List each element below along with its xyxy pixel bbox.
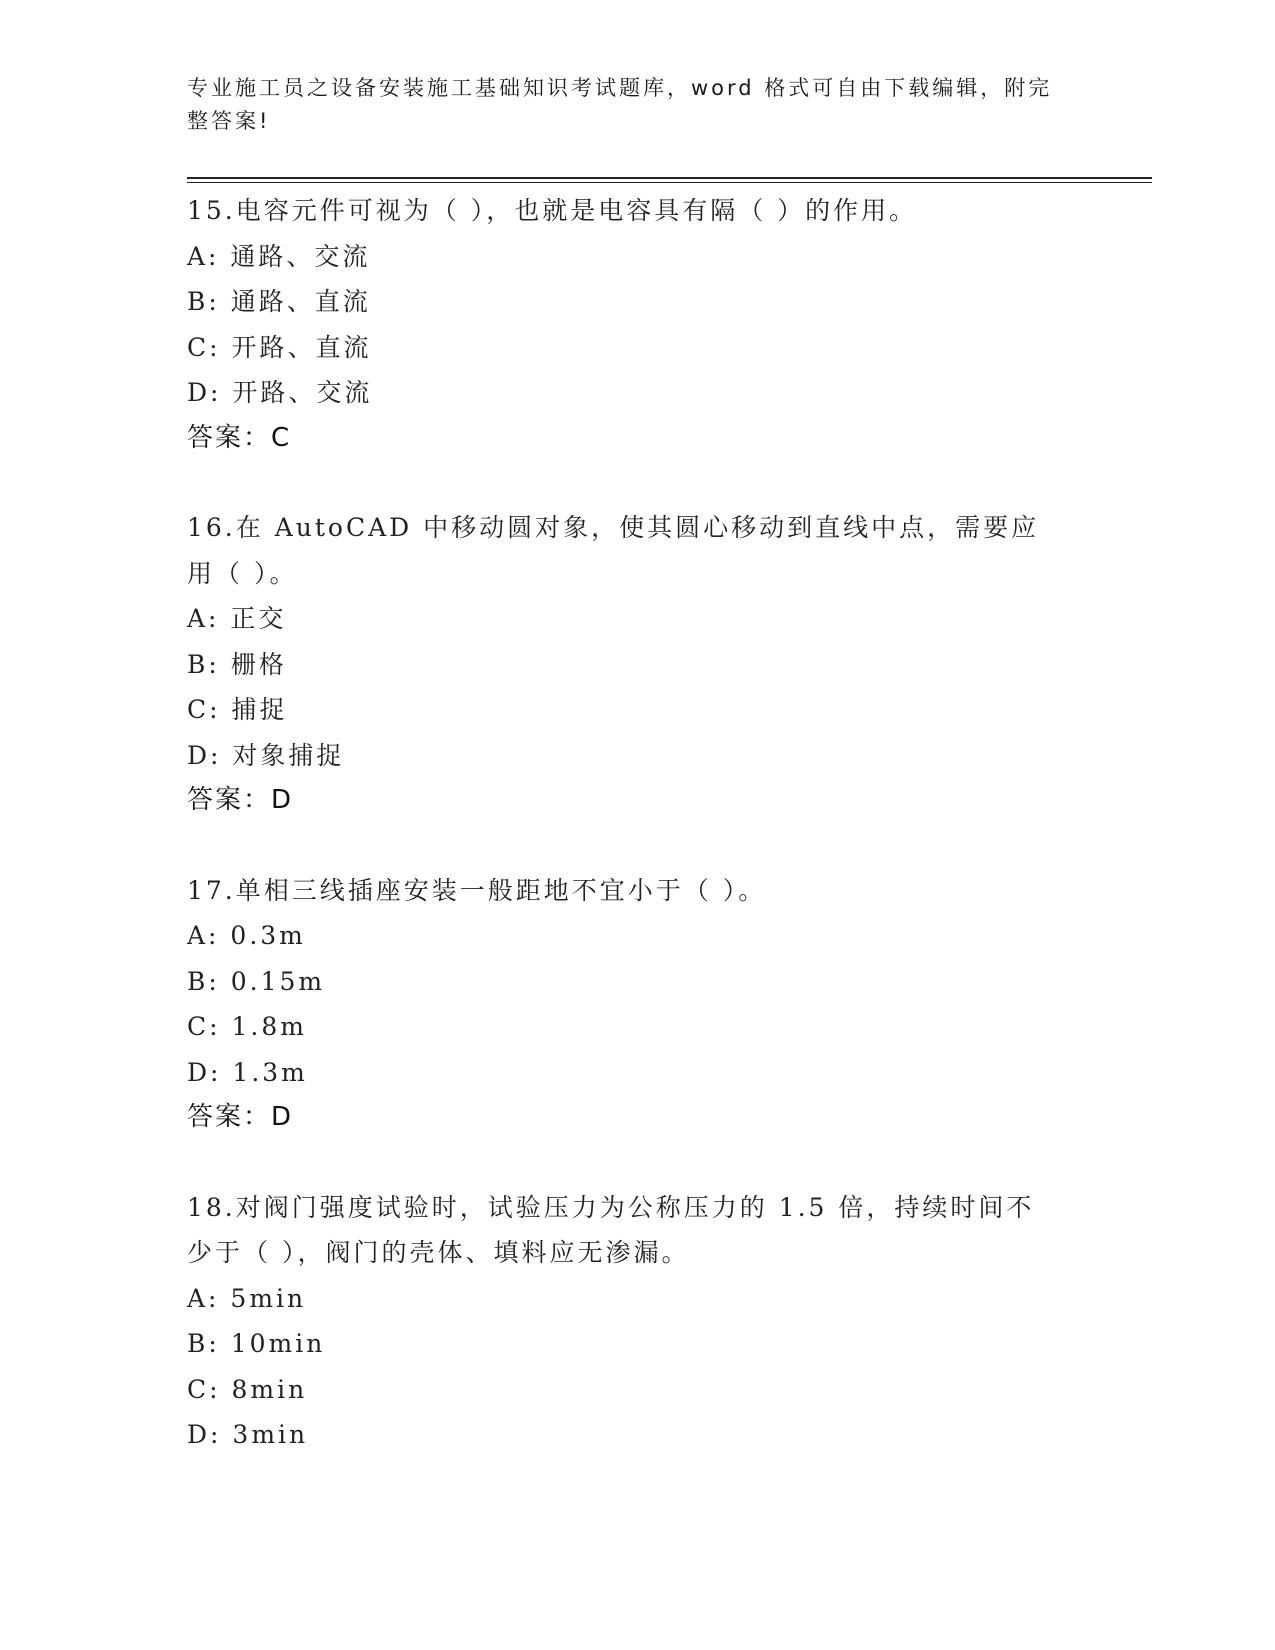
question-16 [187, 505, 1087, 824]
question-stem: 15.电容元件可视为（ ），也就是电容具有隔（ ）的作用。 [187, 196, 918, 225]
question-stem: 18.对阀门强度试验时，试验压力为公称压力的 1.5 倍，持续时间不少于（ ），阀门的壳体、填料应无渗漏。 [187, 1192, 1035, 1267]
option-c: C: 1.8m [187, 1012, 307, 1041]
option-b: B: 0.15m [187, 966, 326, 996]
option-d: D: 1.3m [187, 1057, 308, 1087]
question-stem: 17.单相三线插座安装一般距地不宜小于（ ）。 [187, 875, 767, 905]
option-c: C: 捕捉 [187, 695, 288, 724]
question-stem: 16.在 AutoCAD 中移动圆对象，使其圆心移动到直线中点，需要应用（ ）。 [187, 513, 1040, 588]
header-rule-thin [187, 182, 1152, 183]
answer-label: 答案：D [187, 785, 294, 815]
option-d: D: 对象捕捉 [187, 740, 345, 770]
option-b: B: 栅格 [187, 649, 287, 679]
question-15 [187, 188, 1087, 461]
document-header: 专业施工员之设备安装施工基础知识考试题库，word 格式可自由下载编辑，附完整答案! [187, 76, 1053, 133]
option-c: C: 开路、直流 [187, 332, 372, 362]
option-d: D: 3min [187, 1420, 309, 1449]
option-a: A: 正交 [187, 604, 287, 633]
option-d: D: 开路、交流 [187, 378, 373, 407]
answer-label: 答案：D [187, 1102, 294, 1132]
option-b: B: 通路、直流 [187, 287, 371, 316]
option-b: B: 10min [187, 1329, 326, 1358]
question-list [187, 188, 1087, 1502]
header-rule-thick [187, 177, 1152, 179]
question-17 [187, 868, 1087, 1141]
option-c: C: 8min [187, 1374, 308, 1404]
question-18 [187, 1185, 1087, 1458]
answer-label: 答案：C [187, 422, 292, 453]
option-a: A: 通路、交流 [187, 241, 371, 271]
option-a: A: 5min [187, 1283, 307, 1313]
option-a: A: 0.3m [187, 921, 306, 950]
